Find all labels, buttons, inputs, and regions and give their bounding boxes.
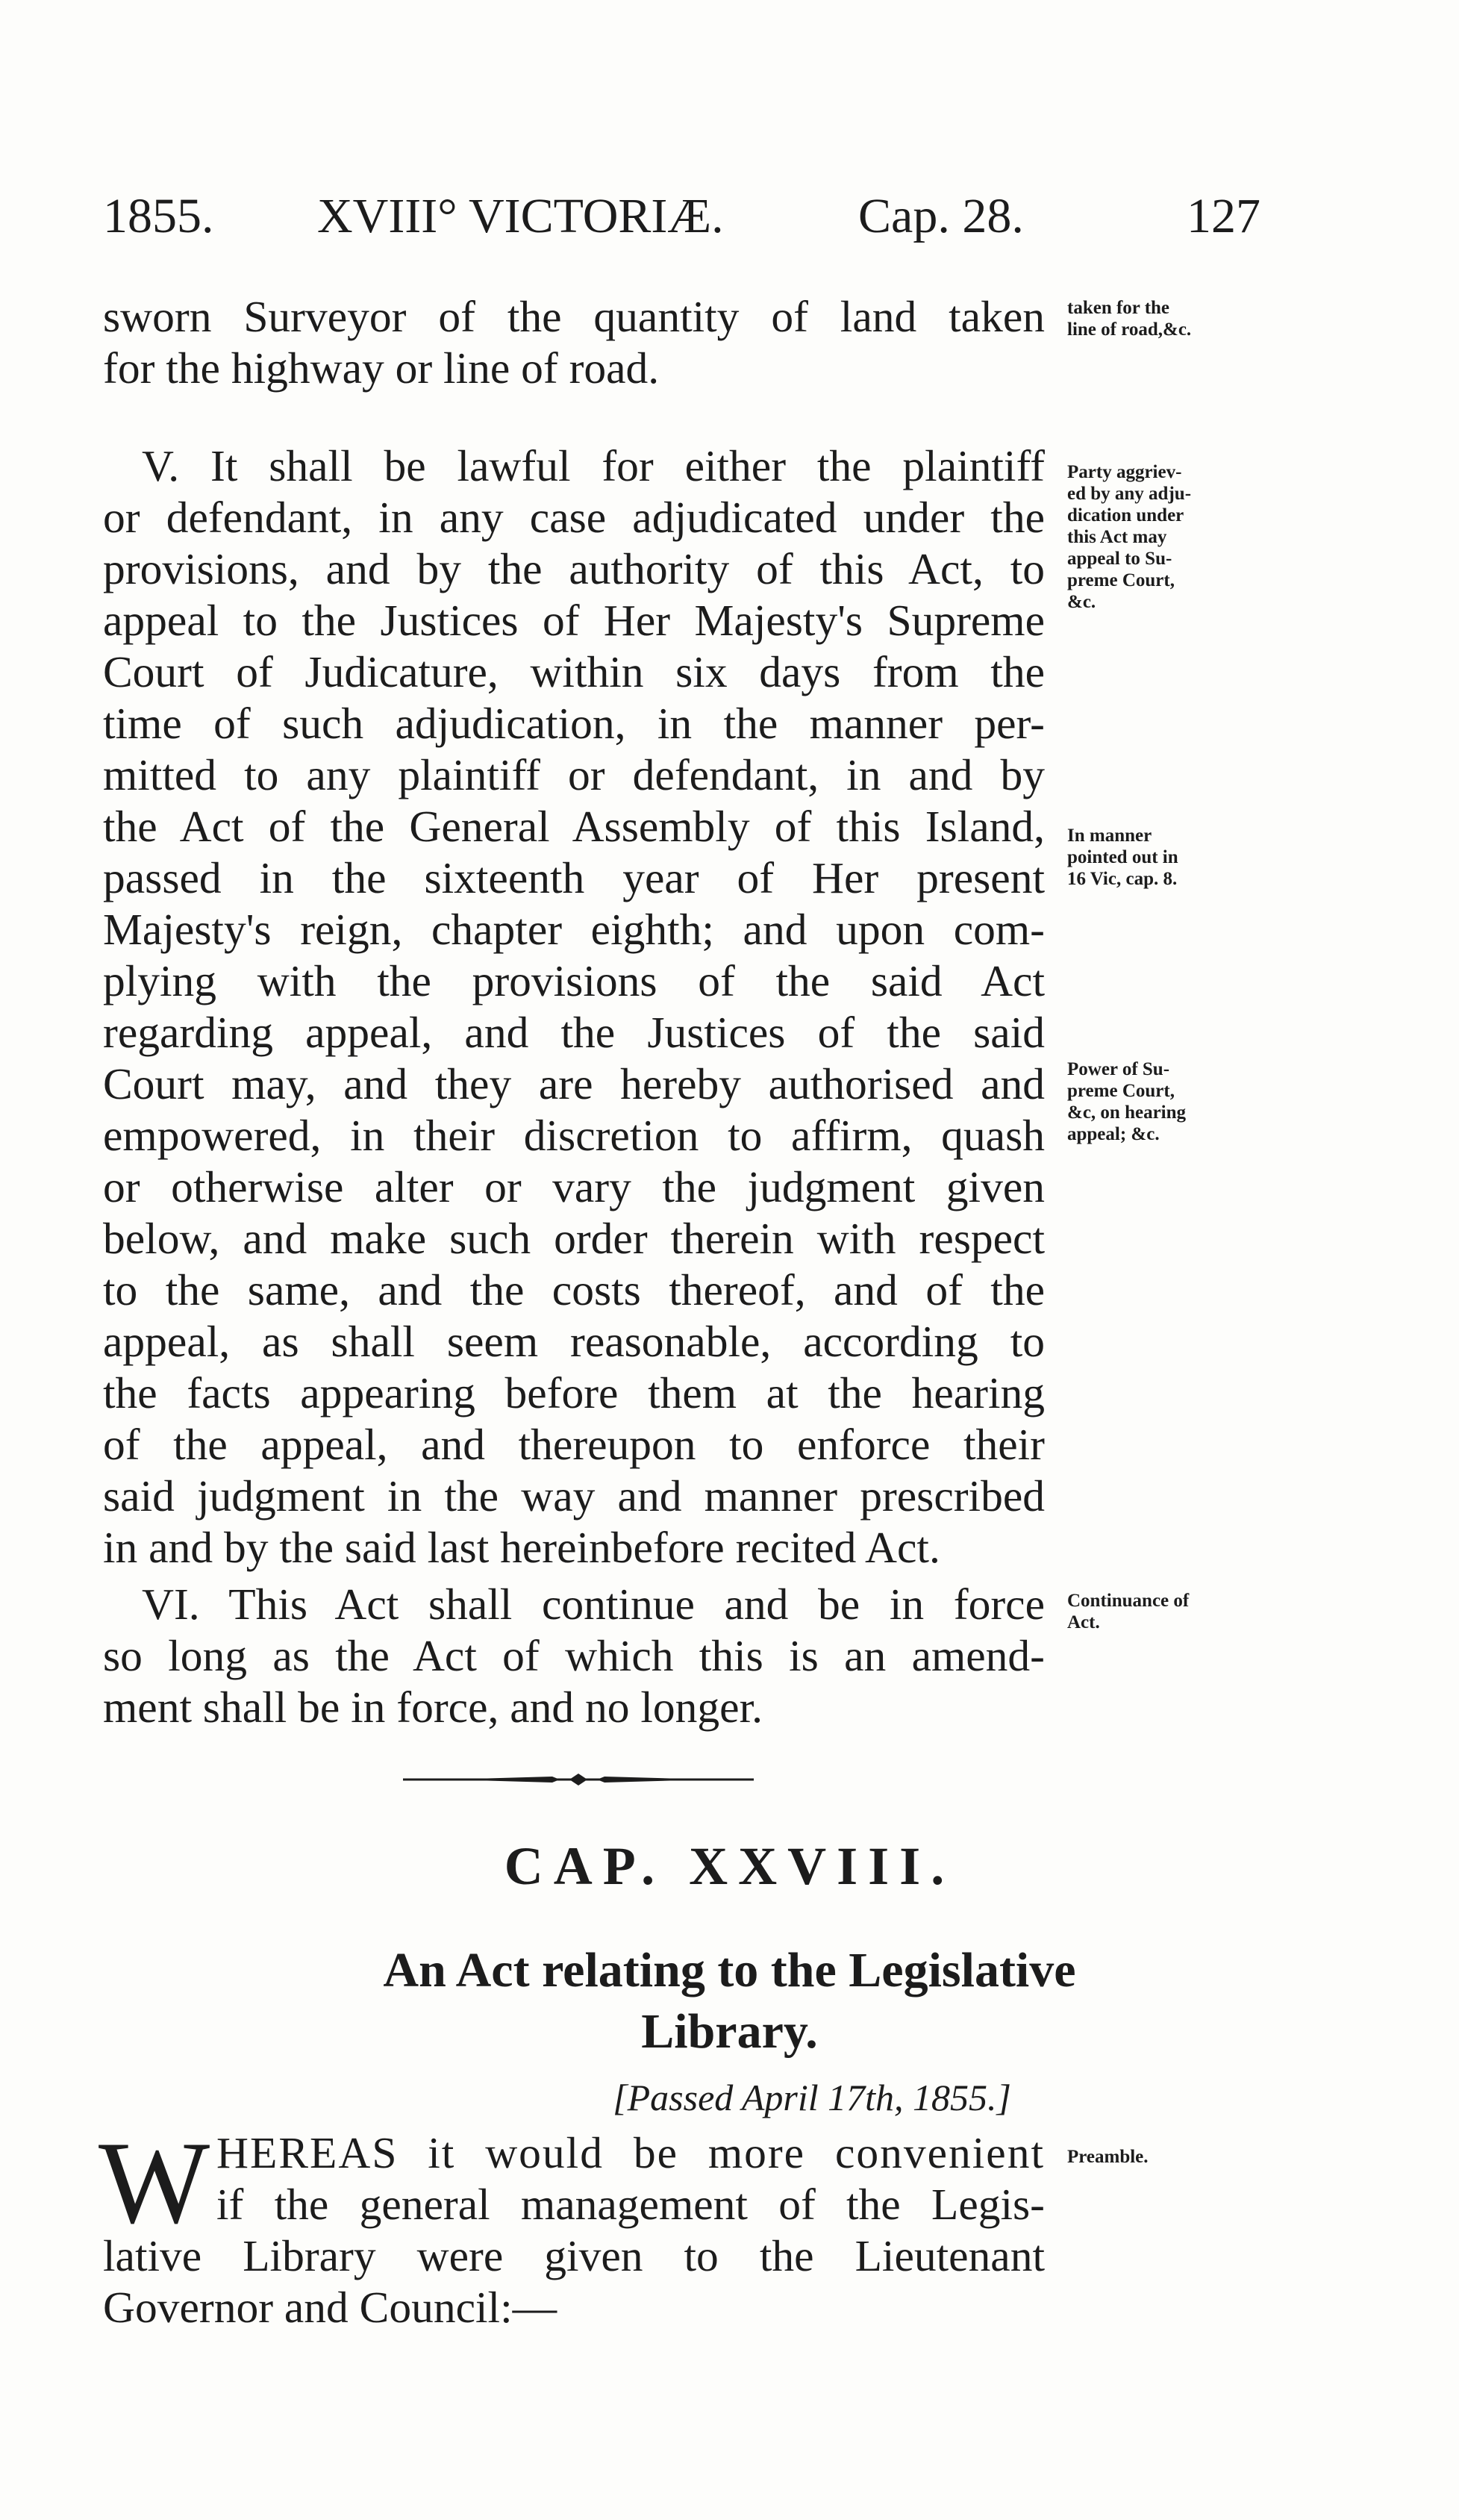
section-vi-paragraph xyxy=(103,1579,1045,1733)
text-line: lative Library were given to the Lieutenant xyxy=(103,2231,1045,2280)
text-line: in and by the said last hereinbefore recited Act. xyxy=(103,1523,940,1572)
text-line: if the general management of the Legis- xyxy=(216,2180,1045,2229)
text-line: or defendant, in any case adjudicated under the xyxy=(103,493,1045,542)
header-year: 1855. xyxy=(103,189,214,243)
text-line: V. It shall be lawful for either the plaintiff xyxy=(142,441,1045,490)
preamble-continuation xyxy=(103,2230,1045,2333)
text-line: passed in the sixteenth year of Her present xyxy=(103,853,1045,902)
margin-note-land-taken xyxy=(1067,297,1284,340)
header-chapter: Cap. 28. xyxy=(858,189,1024,243)
margin-note-continuance xyxy=(1067,1590,1284,1633)
margin-note-line: this Act may xyxy=(1067,527,1167,547)
margin-note-line: Party aggriev- xyxy=(1067,462,1182,482)
paragraph-continuation xyxy=(103,291,1045,394)
ornamental-divider xyxy=(403,1771,754,1788)
margin-note-line: In manner xyxy=(1067,826,1152,846)
margin-note-line: preme Court, xyxy=(1067,570,1175,590)
text-line: sworn Surveyor of the quantity of land taken xyxy=(103,292,1045,341)
margin-note-line: line of road,&c. xyxy=(1067,319,1192,340)
page-number: 127 xyxy=(1187,189,1260,243)
margin-note-line: pointed out in xyxy=(1067,847,1178,867)
text-line: the facts appearing before them at the hearing xyxy=(103,1368,1045,1418)
text-line: of the appeal, and thereupon to enforce their xyxy=(103,1420,1045,1469)
text-line: to the same, and the costs thereof, and of the xyxy=(103,1265,1045,1314)
text-line: mitted to any plaintiff or defendant, in and by xyxy=(103,750,1045,799)
text-line: Court may, and they are hereby authorised and xyxy=(103,1059,1045,1108)
section-v-paragraph xyxy=(103,440,1045,1574)
text-line: or otherwise alter or vary the judgment given xyxy=(103,1162,1045,1211)
preamble-opening xyxy=(216,2127,1045,2230)
margin-note-manner xyxy=(1067,825,1284,890)
text-line: said judgment in the way and manner prescribed xyxy=(103,1471,1045,1521)
text-line: appeal to the Justices of Her Majesty's Supreme xyxy=(103,596,1045,645)
text-line: regarding appeal, and the Justices of the said xyxy=(103,1008,1045,1057)
act-title-line-2: Library. xyxy=(641,2004,818,2059)
margin-note-line: 16 Vic, cap. 8. xyxy=(1067,869,1178,889)
text-line: time of such adjudication, in the manner per- xyxy=(103,699,1045,748)
text-line: below, and make such order therein with respect xyxy=(103,1214,1045,1263)
text-line: for the highway or line of road. xyxy=(103,343,660,393)
margin-note-appeal xyxy=(1067,461,1284,613)
text-line: appeal, as shall seem reasonable, according to xyxy=(103,1317,1045,1366)
text-line: Majesty's reign, chapter eighth; and upon com- xyxy=(103,905,1045,954)
margin-note-line: preme Court, xyxy=(1067,1081,1175,1101)
act-title-line-1: An Act relating to the Legislative xyxy=(383,1943,1076,1997)
drop-cap: W xyxy=(99,2118,210,2248)
chapter-heading: CAP. XXVIII. xyxy=(504,1836,955,1896)
margin-note-line: &c. xyxy=(1067,592,1096,612)
margin-note-line: Preamble. xyxy=(1067,2147,1149,2167)
margin-note-power xyxy=(1067,1058,1284,1145)
text-line: provisions, and by the authority of this Act, to xyxy=(103,544,1045,593)
header-regnal-year: XVIII° VICTORIÆ. xyxy=(317,189,724,243)
text-line: so long as the Act of which this is an amend- xyxy=(103,1631,1045,1680)
margin-note-line: taken for the xyxy=(1067,298,1170,318)
margin-note-line: Continuance of xyxy=(1067,1591,1190,1611)
margin-note-preamble xyxy=(1067,2146,1284,2168)
text-line: Governor and Council:— xyxy=(103,2283,557,2332)
margin-note-line: appeal; &c. xyxy=(1067,1124,1160,1144)
text-line: ment shall be in force, and no longer. xyxy=(103,1682,763,1732)
text-line: VI. This Act shall continue and be in force xyxy=(142,1579,1045,1629)
margin-note-line: dication under xyxy=(1067,505,1184,525)
text-line: the Act of the General Assembly of this Island, xyxy=(103,802,1045,851)
margin-note-line: ed by any adju- xyxy=(1067,484,1192,504)
passed-date: [Passed April 17th, 1855.] xyxy=(613,2077,1011,2118)
text-line: empowered, in their discretion to affirm, quash xyxy=(103,1111,1045,1160)
margin-note-line: Act. xyxy=(1067,1612,1100,1632)
margin-note-line: Power of Su- xyxy=(1067,1059,1170,1079)
text-line: HEREAS it would be more convenient xyxy=(216,2128,1045,2177)
text-line: Court of Judicature, within six days from the xyxy=(103,647,1045,696)
text-line: plying with the provisions of the said Act xyxy=(103,956,1045,1005)
margin-note-line: &c, on hearing xyxy=(1067,1102,1187,1123)
margin-note-line: appeal to Su- xyxy=(1067,549,1172,569)
